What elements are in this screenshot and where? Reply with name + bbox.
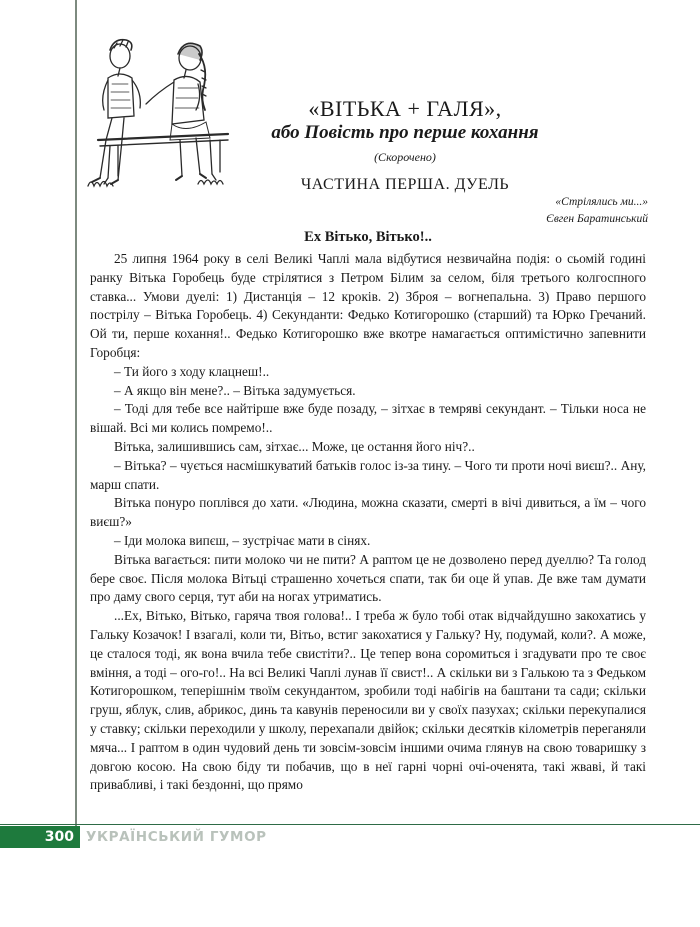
abridged-note: (Скорочено) — [374, 150, 436, 164]
paragraph: Вітька вагається: пити молоко чи не пити? А раптом це не дозволено перед дуеллю? Та голод бере своє. Після молока Вітьці страшенно хочеться спати, так би оце й упав. Де вже там думати про даму свого серця, тут аби на ногах утриматись. — [90, 551, 646, 605]
paragraph: Вітька, залишившись сам, зітхає... Може, це остання його ніч?.. — [114, 438, 475, 454]
story-body — [90, 250, 646, 795]
part-heading: ЧАСТИНА ПЕРША. ДУЕЛЬ — [300, 176, 510, 193]
chapter-title: Ех Вітько, Вітько!.. — [304, 229, 432, 245]
margin-rule — [75, 0, 77, 828]
paragraph: – Тоді для тебе все найтірше вже буде позаду, – зітхає в темряві секундант. – Тільки носа не вішай. Всі ми колись помремо!.. — [90, 401, 646, 436]
paragraph: 25 липня 1964 року в селі Великі Чаплі мала відбутися незвичайна подія: о сьомій годині ранку Вітька Горобець буде стрілятися з Петром Білим за селом, біля третього колгоспного ставка... Умови дуелі: 1) Дистанція – 12 кроків. 2) Зброя – вогнепальна. 3) Право першого пострілу – Вітька Горобець. 4) Секунданти: Федько Котигорошко (старший) та Юрко Гречаний. Ой ти, перше кохання!.. Федько Котигорошко вже вкотре намагається оптимістично запевнити Горобця: — [90, 251, 646, 360]
paragraph: – Ти його з ходу клацнеш!.. — [114, 363, 270, 379]
epigraph-author: Євген Баратинський — [546, 213, 648, 225]
paragraph: – А якщо він мене?.. – Вітька задумується. — [114, 382, 356, 398]
paragraph: Вітька понуро поплівся до хати. «Людина, можна сказати, смерті в вічі дивиться, а їм – чого виєш?» — [90, 495, 646, 530]
paragraph: – Вітька? – чується насмішкуватий батьків голос із-за тину. – Чого ти проти ночі виєш?.. Ану, марш спати. — [90, 457, 646, 492]
paragraph: ...Ех, Вітько, Вітько, гаряча твоя голова!.. І треба ж було тобі отак відчайдушно закохатись у Гальку Козачок! І взагалі, коли ти, Вітьо, встиг закохатися у Гальку? Ну, подумай, коли?. А може, це сталося тоді, як вона вчила тебе свистіти?.. Це тепер вона соромиться і згадувати про те своє вміння, а тоді – ого-го!.. На всі Великі Чаплі лунав її свист!.. А скільки ви з Галькою та з Федьком Котигорошком, теперішнім твоїм секундантом, зробили тоді набігів на баштани та сади; скільки груш, яблук, слив, абрикос, динь та кавунів переносили ви у своїх пазухах; скільки перекупалися у ставку; скільки переходили у школу, перехапали двійок; скільки десятків кілометрів переганяли мяча... І раптом в один чудовий день ти зовсім-зовсім іншими очима глянув на свою товаришку з довгою косою. На свою біду ти побачив, що в неї гарні чорні очі-оченята, такі жваві, й такі привабливі, і такі бездонні, що прямо — [90, 608, 646, 793]
illustration-boy-and-girl-on-bench — [78, 28, 248, 193]
paragraph: – Іди молока випєш, – зустрічає мати в сінях. — [114, 532, 371, 548]
epigraph-quote: «Стрілялись ми...» — [555, 196, 648, 208]
page-number: 300 — [0, 826, 80, 848]
running-head: УКРАЇНСЬКИЙ ГУМОР — [86, 829, 267, 845]
story-subtitle: або Повість про перше кохання — [271, 122, 539, 143]
story-title: «ВІТЬКА + ГАЛЯ», — [308, 96, 502, 121]
footer-rule — [0, 824, 700, 825]
